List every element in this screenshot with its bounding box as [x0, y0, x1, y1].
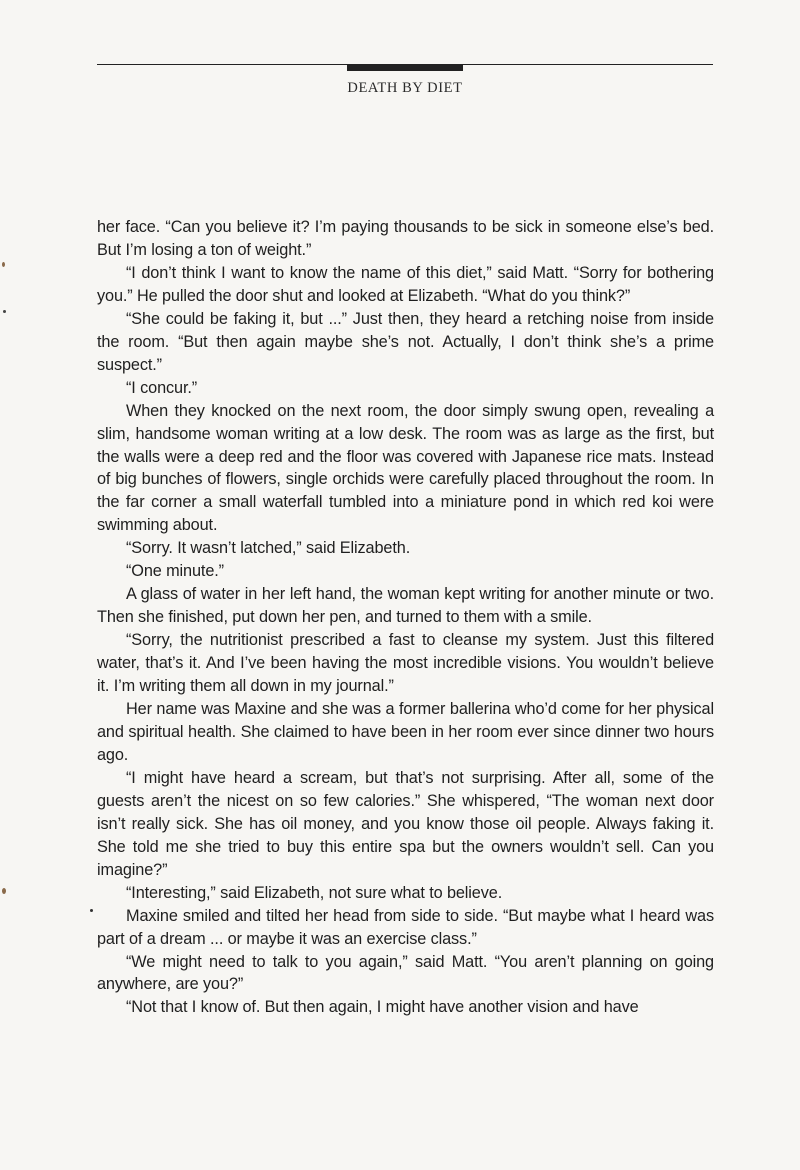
paragraph: “She could be faking it, but ...” Just then, they heard a retching noise from inside the room. “But then again maybe she’s not. Actually, I don’t think she’s a prime suspect.” [97, 309, 714, 374]
paragraph: “One minute.” [126, 562, 224, 581]
paragraph: “I don’t think I want to know the name of this diet,” said Matt. “Sorry for bothering you.” He pulled the door shut and looked at Elizabeth. “What do you think?” [97, 263, 714, 305]
paragraph: “I might have heard a scream, but that’s not surprising. After all, some of the guests aren’t the nicest on so few calories.” She whispered, “The woman next door isn’t really sick. She has oil money, and you know those oil people. Always faking it. She told me she tried to buy this entire spa but the owners wouldn’t sell. Can you imagine?” [97, 768, 714, 879]
paper-speck [2, 888, 6, 894]
paper-speck [3, 310, 6, 313]
paragraph: When they knocked on the next room, the door simply swung open, revealing a slim, handsome woman writing at a low desk. The room was as large as the first, but the walls were a deep red and the floor was covered with Japanese rice mats. Instead of big bunches of flowers, single orchids were carefully placed throughout the room. In the far corner a small waterfall tumbled into a miniature pond in which red koi were swimming about. [97, 401, 714, 535]
paragraph: “We might need to talk to you again,” said Matt. “You aren’t planning on going anywhere, are you?” [97, 952, 714, 994]
body-text [97, 216, 714, 1019]
paragraph: “Sorry, the nutritionist prescribed a fast to cleanse my system. Just this filtered water, that’s it. And I’ve been having the most incredible visions. You wouldn’t believe it. I’m writing them all down in my journal.” [97, 631, 714, 696]
paragraph: “Sorry. It wasn’t latched,” said Elizabeth. [126, 539, 411, 558]
paragraph: “Not that I know of. But then again, I might have another vision and have [126, 998, 639, 1017]
paper-speck [2, 262, 5, 267]
paragraph: Her name was Maxine and she was a former ballerina who’d come for her physical and spiritual health. She claimed to have been in her room ever since dinner two hours ago. [97, 700, 714, 764]
running-title: DEATH BY DIET [347, 80, 463, 96]
paragraph: A glass of water in her left hand, the woman kept writing for another minute or two. Then she finished, put down her pen, and turned to them with a smile. [97, 585, 714, 627]
header-rule-accent [347, 64, 463, 71]
paragraph: “Interesting,” said Elizabeth, not sure what to believe. [126, 883, 503, 902]
paragraph: her face. “Can you believe it? I’m paying thousands to be sick in someone else’s bed. But I’m losing a ton of weight.” [97, 218, 714, 259]
paragraph: “I concur.” [126, 378, 198, 397]
paragraph: Maxine smiled and tilted her head from side to side. “But maybe what I heard was part of a dream ... or maybe it was an exercise class.” [97, 906, 714, 948]
paper-speck [90, 909, 93, 912]
